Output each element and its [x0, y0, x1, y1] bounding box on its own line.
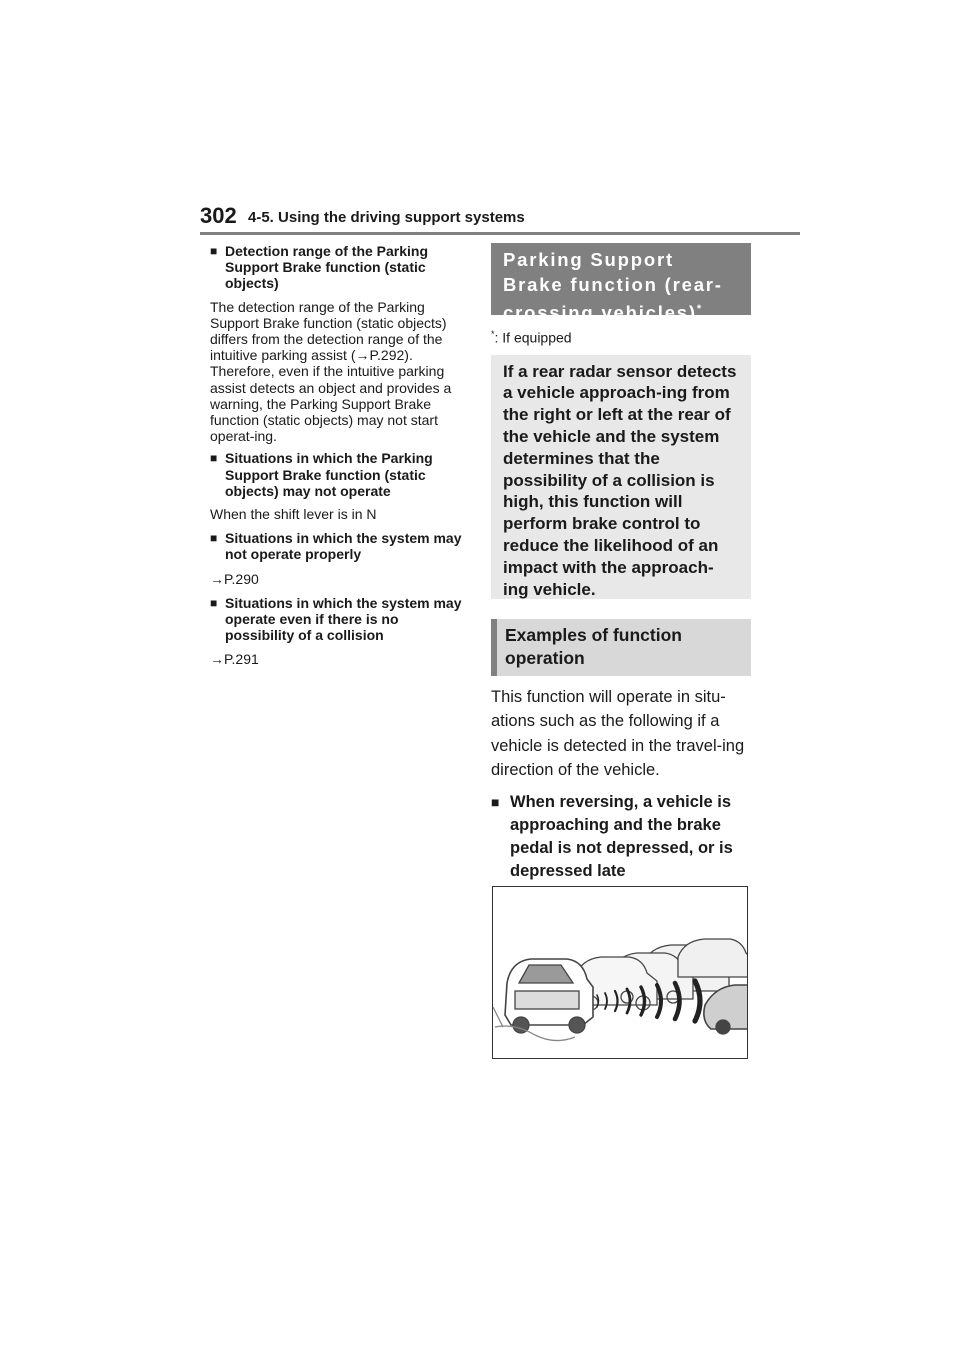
footnote — [491, 329, 751, 346]
paragraph: When the shift lever is in N — [210, 506, 377, 523]
subheading-text: Situations in which the system may operate even if there is no possibility of a collision — [225, 594, 462, 644]
subheading-text: When reversing, a vehicle is approaching and the brake pedal is not depressed, or is depressed late — [510, 792, 733, 880]
subheading — [491, 791, 751, 883]
page-reference: →P.291 — [210, 651, 259, 668]
square-bullet-icon: ■ — [210, 244, 218, 258]
illustration-reversing-vehicle — [492, 886, 748, 1059]
subheading — [210, 595, 468, 644]
parking-scene-illustration — [493, 887, 748, 1059]
left-column — [210, 243, 468, 668]
square-bullet-icon: ■ — [210, 595, 218, 610]
examples-heading: Examples of function operation — [491, 619, 751, 676]
page-number: 302 — [200, 203, 237, 228]
square-bullet-icon: ■ — [210, 531, 218, 546]
subheading — [210, 530, 468, 562]
subheading — [210, 450, 468, 499]
page-reference: →P.290 — [210, 570, 259, 587]
square-bullet-icon: ■ — [491, 793, 500, 810]
summary-box: If a rear radar sensor detects a vehicle approach-ing from the right or left at the rear of the vehicle and the system determines that the possibility of a collision is high, this function will perform brake control to reduce the likelihood of an impact with the approach-ing vehicle. — [491, 355, 751, 599]
square-bullet-icon: ■ — [210, 451, 218, 466]
asterisk-mark: * — [491, 329, 495, 339]
paragraph: This function will operate in situ-ations such as the following if a vehicle is detected in the travel-ing direction of the vehicle. — [491, 687, 745, 780]
right-column — [491, 243, 751, 883]
feature-title: Parking Support Brake function (rear-crossing vehicles) — [503, 249, 723, 324]
asterisk-mark: * — [696, 303, 702, 315]
subheading-text: Situations in which the Parking Support Brake function (static objects) may not operate — [225, 450, 433, 499]
feature-title-box — [491, 243, 751, 324]
paragraph: The detection range of the Parking Support Brake function (static objects) differs from the detection range of the intuitive parking assist (→P.292). Therefore, even if the intuitive parking assist detects an object and provides a warning, the Parking Support Brake function (static objects) may not start operat-ing. — [210, 298, 452, 445]
subheading — [210, 243, 468, 292]
section-title: 4-5. Using the driving support systems — [248, 209, 525, 226]
subheading-text: Detection range of the Parking Support Brake function (static objects) — [225, 243, 429, 292]
footnote-text: : If equipped — [494, 329, 572, 346]
subheading-text: Situations in which the system may not operate properly — [225, 530, 462, 563]
header-rule — [200, 232, 800, 235]
